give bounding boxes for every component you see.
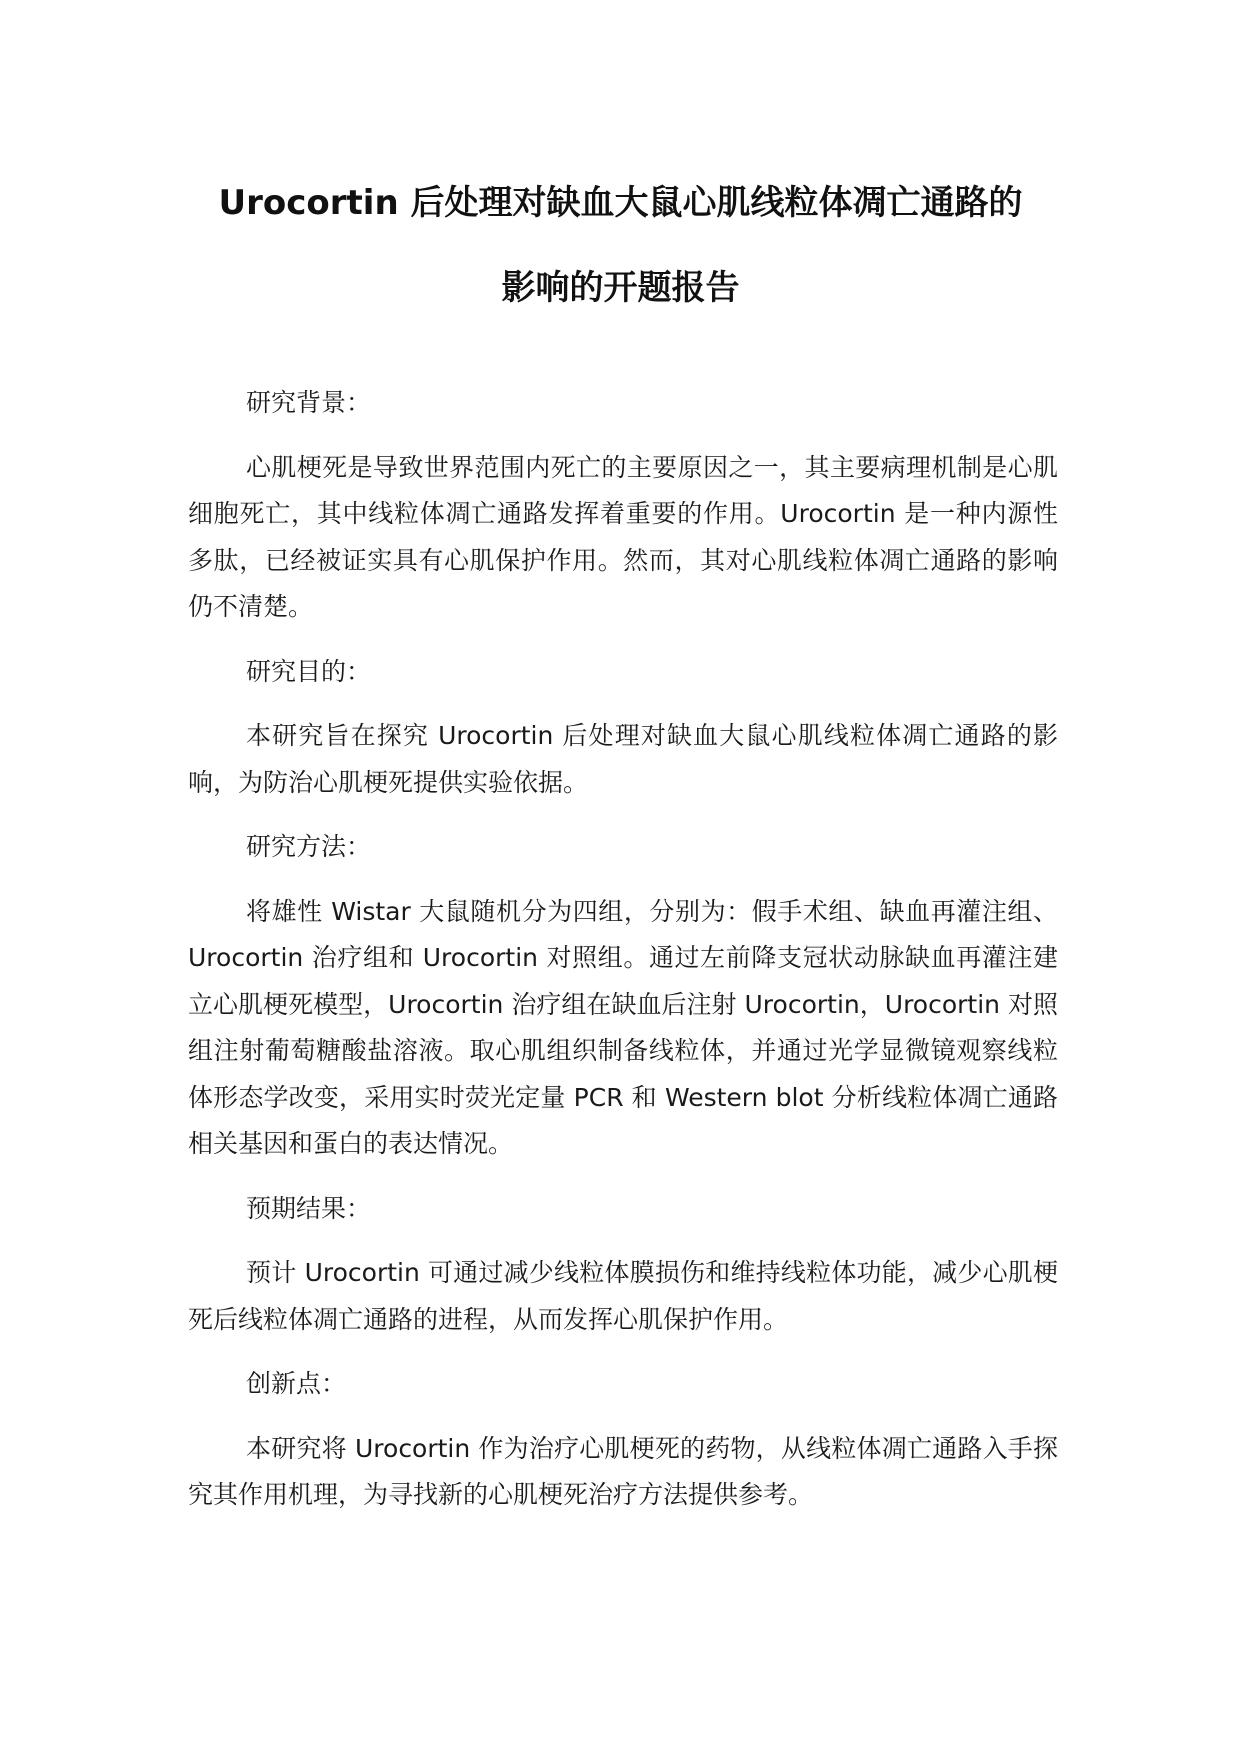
section-paragraph-background: 心肌梗死是导致世界范围内死亡的主要原因之一，其主要病理机制是心肌细胞死亡，其中线粒体凋亡通路发挥着重要的作用。Urocortin 是一种内源性多肽，已经被证实具有心肌保护作用。然而，其对心肌线粒体凋亡通路的影响仍不清楚。 [188, 452, 1058, 621]
section-heading-methods: 研究方法： [246, 832, 372, 861]
document-body [188, 380, 1058, 1537]
section-paragraph-methods: 将雄性 Wistar 大鼠随机分为四组，分别为：假手术组、缺血再灌注组、Urocortin 治疗组和 Urocortin 对照组。通过左前降支冠状动脉缺血再灌注建立心肌梗死模型，Urocortin 治疗组在缺血后注射 Urocortin，Urocortin 对照组注射葡萄糖酸盐溶液。取心肌组织制备线粒体，并通过光学显微镜观察线粒体形态学改变，采用实时荧光定量 PCR 和 Western blot 分析线粒体凋亡通路相关基因和蛋白的表达情况。 [188, 896, 1058, 1158]
section-heading-innovation: 创新点： [246, 1369, 347, 1398]
document-title-line-1: Urocortin 后处理对缺血大鼠心肌线粒体凋亡通路的 [218, 183, 1023, 223]
section-paragraph-innovation: 本研究将 Urocortin 作为治疗心肌梗死的药物，从线粒体凋亡通路入手探究其作用机理，为寻找新的心肌梗死治疗方法提供参考。 [188, 1433, 1058, 1509]
document-title-line-2: 影响的开题报告 [501, 268, 740, 308]
section-paragraph-objective: 本研究旨在探究 Urocortin 后处理对缺血大鼠心肌线粒体凋亡通路的影响，为防治心肌梗死提供实验依据。 [188, 721, 1058, 797]
section-paragraph-expected-results: 预计 Urocortin 可通过减少线粒体膜损伤和维持线粒体功能，减少心肌梗死后线粒体凋亡通路的进程，从而发挥心肌保护作用。 [188, 1258, 1058, 1334]
section-heading-expected-results: 预期结果： [246, 1193, 372, 1223]
section-heading-objective: 研究目的： [246, 656, 372, 686]
section-heading-background: 研究背景： [246, 388, 372, 417]
